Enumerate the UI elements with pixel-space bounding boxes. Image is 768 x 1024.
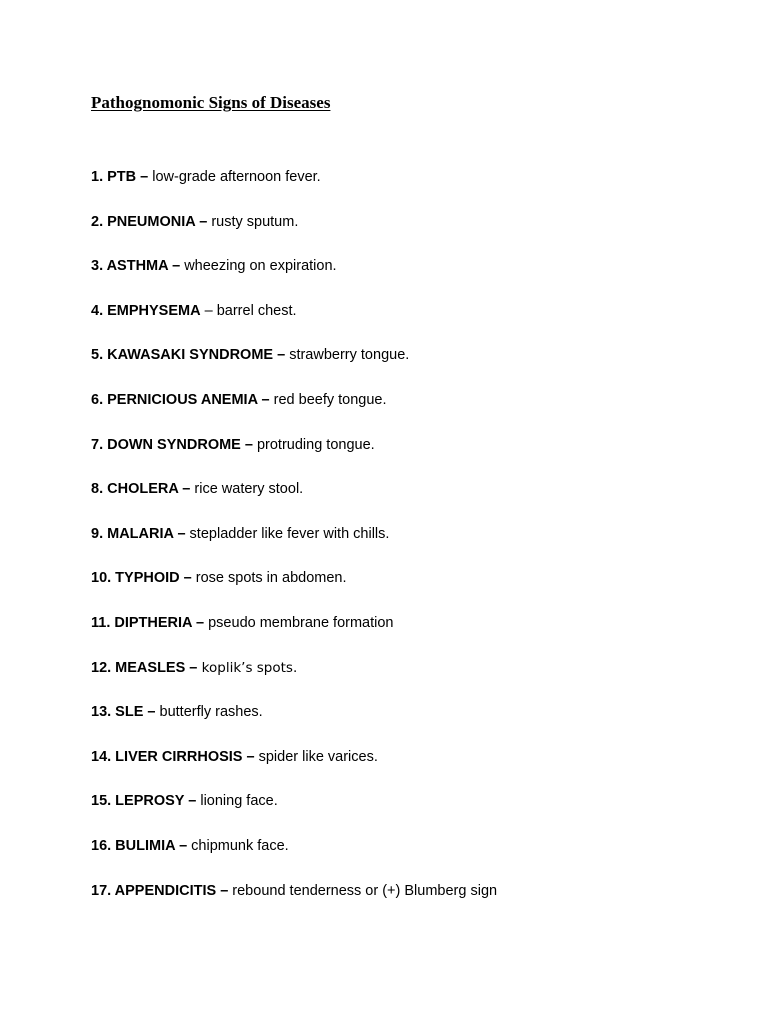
disease-name: 14. LIVER CIRRHOSIS – (91, 748, 255, 765)
list-item (91, 390, 497, 435)
list-item (91, 836, 497, 881)
disease-name: 15. LEPROSY – (91, 793, 197, 810)
disease-sign: spider like varices. (254, 748, 378, 765)
disease-sign: rose spots in abdomen. (191, 570, 347, 587)
list-item (91, 256, 497, 301)
list-item (91, 167, 497, 212)
disease-name: 8. CHOLERA – (91, 481, 191, 498)
list-item (91, 747, 497, 792)
document-title: Pathognomonic Signs of Diseases (91, 93, 331, 112)
disease-name: 2. PNEUMONIA – (91, 213, 208, 230)
disease-sign: butterfly rashes. (155, 704, 263, 721)
list-item (91, 702, 497, 747)
disease-name: 12. MEASLES – (91, 659, 198, 676)
list-item (91, 881, 497, 926)
list-item (91, 524, 497, 569)
list-item (91, 568, 497, 613)
disease-name: 17. APPENDICITIS – (91, 882, 229, 899)
disease-name: 9. MALARIA – (91, 525, 186, 542)
list-item (91, 345, 497, 390)
list-item (91, 613, 497, 658)
disease-name: 13. SLE – (91, 704, 156, 721)
disease-name: 6. PERNICIOUS ANEMIA – (91, 391, 270, 408)
disease-sign: wheezing on expiration. (180, 258, 337, 275)
list-item (91, 791, 497, 836)
disease-name: 10. TYPHOID – (91, 570, 192, 587)
disease-separator: – (200, 302, 213, 319)
disease-sign: chipmunk face. (187, 837, 289, 854)
disease-name: 11. DIPTHERIA – (91, 614, 205, 631)
disease-sign: protruding tongue. (252, 436, 375, 453)
disease-name: 16. BULIMIA – (91, 837, 188, 854)
disease-sign: rebound tenderness or (+) Blumberg sign (228, 882, 498, 899)
disease-sign: lioning face. (196, 793, 278, 810)
disease-sign: stepladder like fever with chills. (185, 525, 390, 542)
disease-sign: koplik’s spots. (197, 659, 298, 676)
disease-sign: pseudo membrane formation (204, 614, 394, 631)
disease-name: 3. ASTHMA – (91, 258, 181, 275)
disease-name: 5. KAWASAKI SYNDROME – (91, 347, 286, 364)
disease-sign: rice watery stool. (190, 481, 304, 498)
disease-sign: strawberry tongue. (285, 347, 410, 364)
disease-sign: low-grade afternoon fever. (148, 169, 321, 185)
list-item (91, 658, 497, 703)
signs-list (91, 167, 497, 925)
disease-sign: red beefy tongue. (269, 391, 387, 408)
list-item (91, 212, 497, 257)
disease-name: 4. EMPHYSEMA (91, 302, 201, 319)
list-item (91, 435, 497, 480)
list-item (91, 479, 497, 524)
disease-sign: barrel chest. (212, 302, 297, 319)
disease-sign: rusty sputum. (207, 213, 299, 230)
list-item (91, 301, 497, 346)
disease-name: 1. PTB – (91, 169, 149, 185)
disease-name: 7. DOWN SYNDROME – (91, 436, 253, 453)
